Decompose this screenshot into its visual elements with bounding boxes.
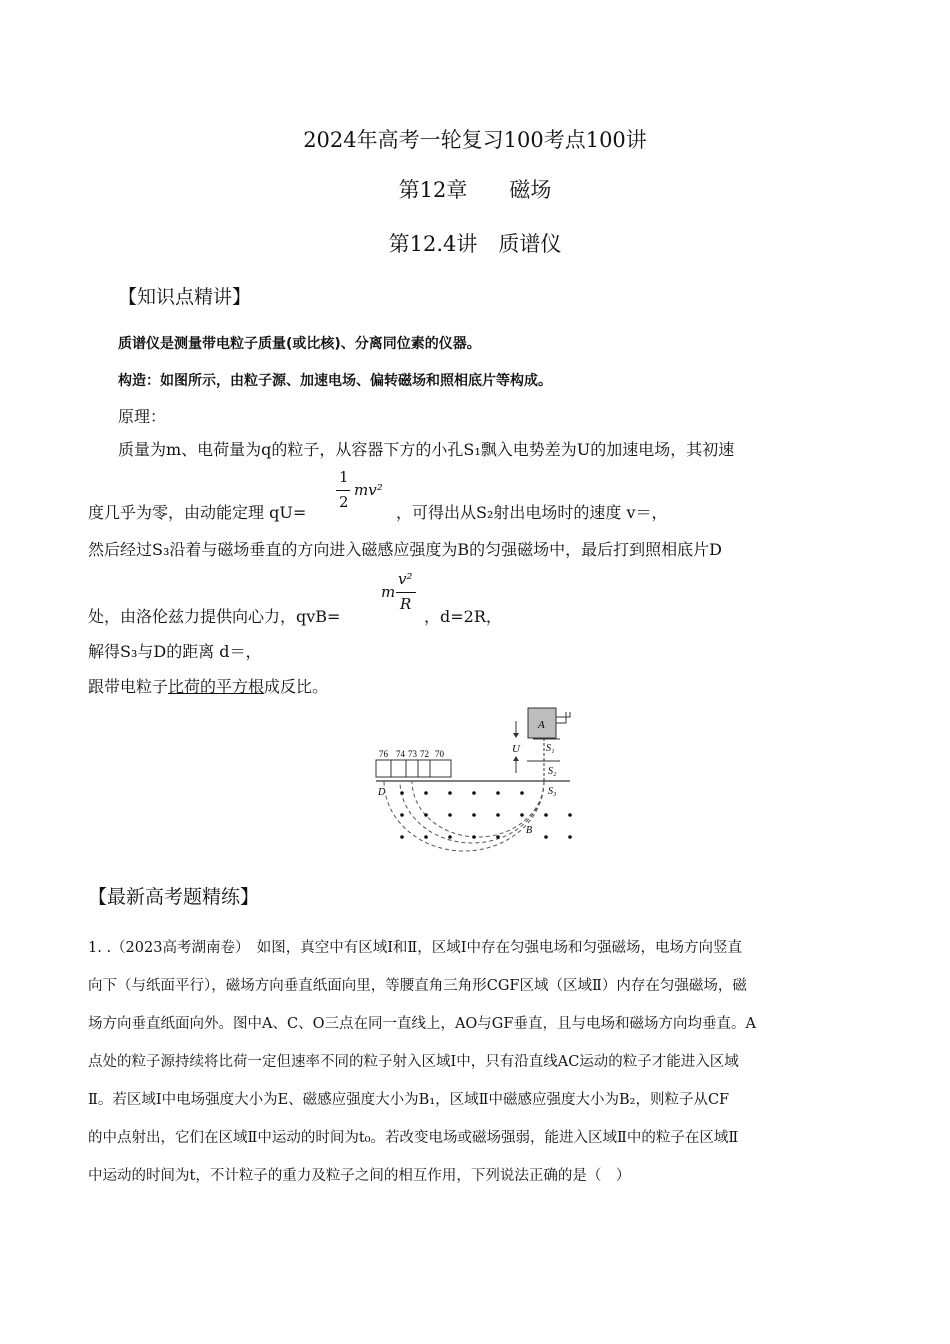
label-D: D bbox=[378, 787, 386, 798]
label-S1: S₁ bbox=[546, 743, 555, 754]
fraction-bar-2 bbox=[396, 592, 416, 593]
trajectory-arc bbox=[384, 781, 544, 851]
line-6-prefix: 跟带电粒子 bbox=[88, 677, 169, 696]
detector-strip bbox=[376, 760, 451, 777]
plate-label: 74 bbox=[396, 749, 405, 759]
plate-label: 76 bbox=[379, 749, 388, 759]
u-arrow-head-top bbox=[513, 733, 519, 738]
label-S3: S₃ bbox=[548, 786, 557, 797]
fraction-m: m bbox=[381, 583, 396, 601]
question-line: 场方向垂直纸面向外。图中A、C、O三点在同一直线上，AO与GF垂直，且与电场和磁场方向均垂直。A bbox=[88, 1016, 756, 1032]
principle-line-4a: 处，由洛伦兹力提供向心力，qvB= bbox=[88, 607, 341, 626]
lecture-title: 第12.4讲 质谱仪 bbox=[388, 232, 562, 256]
label-S2: S₂ bbox=[548, 766, 557, 777]
chapter-title: 第12章 磁场 bbox=[398, 178, 552, 202]
principle-line-2a: 度几乎为零，由动能定理 qU= bbox=[88, 503, 307, 522]
doc-title: 2024年高考一轮复习100考点100讲 bbox=[303, 128, 647, 152]
plate-label: 70 bbox=[435, 749, 444, 759]
inlet-pipe bbox=[556, 712, 570, 723]
question-line: 的中点射出，它们在区域Ⅱ中运动的时间为t₀。若改变电场或磁场强弱，能进入区域Ⅱ中的粒子在区域Ⅱ bbox=[88, 1130, 739, 1146]
fraction-R-den: R bbox=[400, 595, 412, 613]
knowledge-heading: 【知识点精讲】 bbox=[118, 286, 252, 308]
question-line: Ⅱ。若区域Ⅰ中电场强度大小为E、磁感应强度大小为B₁，区域Ⅱ中磁感应强度大小为B₂，则粒子从CF bbox=[88, 1092, 730, 1108]
plate-label: 72 bbox=[420, 749, 429, 759]
line-6-suffix: 成反比。 bbox=[264, 677, 329, 696]
fraction-rest: mv² bbox=[354, 481, 383, 499]
label-U: U bbox=[512, 743, 520, 755]
mass-spectrometer-figure bbox=[370, 703, 585, 853]
question-line: 1. .（2023高考湖南卷） 如图，真空中有区域Ⅰ和Ⅱ，区域Ⅰ中存在匀强电场和匀强磁场，电场方向竖直 bbox=[88, 940, 743, 956]
label-B: B bbox=[526, 825, 533, 836]
principle-line-1: 质量为m、电荷量为q的粒子，从容器下方的小孔S₁飘入电势差为U的加速电场，其初速 bbox=[118, 440, 735, 459]
principle-line-3: 然后经过S₃沿着与磁场垂直的方向进入磁感应强度为B的匀强磁场中，最后打到照相底片D bbox=[88, 540, 722, 559]
fraction-half-num: 1 bbox=[339, 468, 349, 486]
label-A: A bbox=[538, 719, 545, 731]
fraction-v2-num: v² bbox=[398, 570, 413, 588]
principle-line-6 bbox=[88, 674, 328, 697]
exam-heading: 【最新高考题精练】 bbox=[88, 886, 260, 908]
structure-text: 构造：如图所示，由粒子源、加速电场、偏转磁场和照相底片等构成。 bbox=[118, 373, 552, 389]
u-arrow-head-bottom bbox=[513, 756, 519, 761]
fraction-bar bbox=[336, 490, 350, 491]
field-dots bbox=[400, 791, 572, 839]
fraction-half-den: 2 bbox=[339, 493, 349, 511]
principle-line-4b: ，d=2R， bbox=[424, 607, 502, 626]
trajectory-arc bbox=[412, 781, 544, 837]
question-line: 中运动的时间为t，不计粒子的重力及粒子之间的相互作用，下列说法正确的是（ ） bbox=[88, 1168, 631, 1184]
question-line: 向下（与纸面平行），磁场方向垂直纸面向里，等腰直角三角形CGF区域（区域Ⅱ）内存在匀强磁场，磁 bbox=[88, 978, 747, 994]
trajectory-arc bbox=[400, 781, 544, 843]
plate-label: 73 bbox=[408, 749, 417, 759]
underlined-phrase: 比荷的平方根 bbox=[168, 677, 265, 696]
principle-label: 原理： bbox=[118, 407, 167, 426]
question-line: 点处的粒子源持续将比荷一定但速率不同的粒子射入区域Ⅰ中，只有沿直线AC运动的粒子才能进入区域 bbox=[88, 1054, 739, 1070]
principle-line-2b: ，可得出从S₂射出电场时的速度 v＝， bbox=[396, 503, 668, 522]
principle-line-5: 解得S₃与D的距离 d＝， bbox=[88, 642, 262, 661]
definition-text: 质谱仪是测量带电粒子质量(或比核)、分离同位素的仪器。 bbox=[118, 336, 481, 352]
